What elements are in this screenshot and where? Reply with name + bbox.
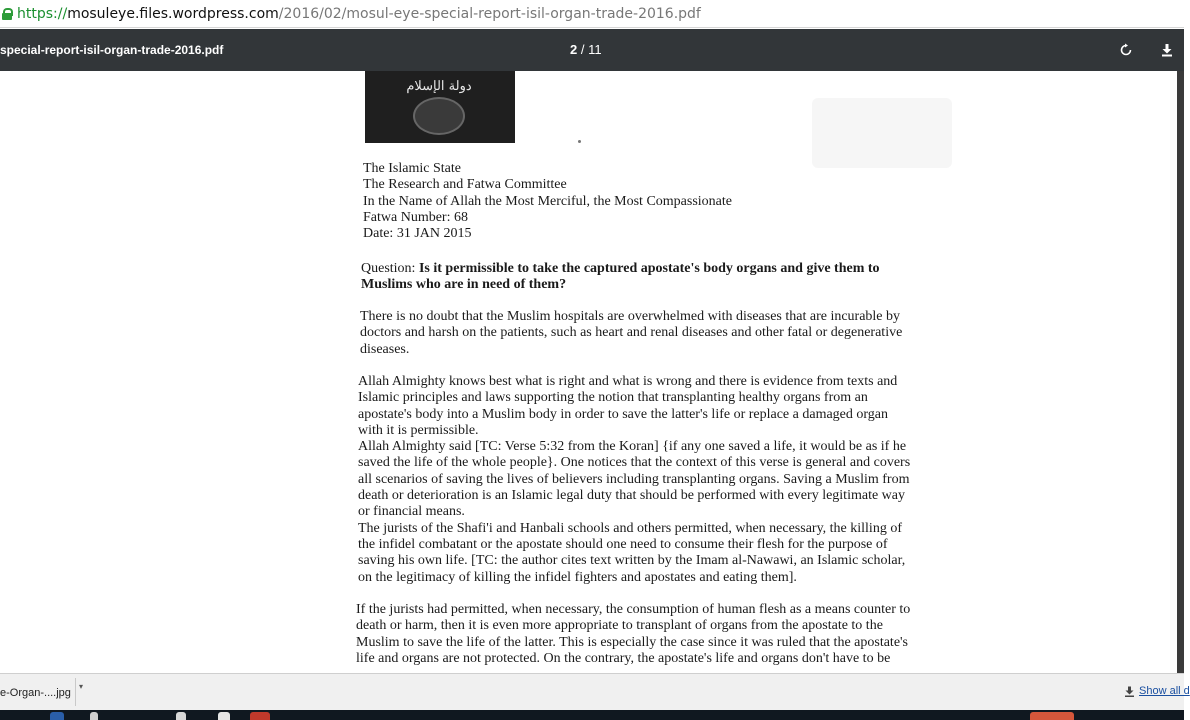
url-scheme: https://: [17, 5, 68, 22]
header-line: The Islamic State: [363, 161, 461, 176]
page-indicator: [570, 42, 602, 57]
url-path: /2016/02/mosul-eye-special-report-isil-organ-trade-2016.pdf: [278, 5, 701, 22]
download-button[interactable]: [1157, 40, 1177, 60]
show-all-label[interactable]: Show all d: [1139, 685, 1190, 697]
text-line: the infidel combatant or the apostate should one need to consume their flesh for the purpose of: [358, 536, 888, 552]
header-line: The Research and Fatwa Committee: [363, 177, 567, 193]
header-line: Date: 31 JAN 2015: [363, 226, 472, 242]
text-line: saved the life of the whole people}. One notices that the context of this verse is general and covers: [358, 455, 911, 471]
url-host: mosuleye.files.wordpress.com: [67, 5, 279, 22]
os-taskbar: [0, 710, 1184, 720]
pdf-viewer[interactable]: [0, 71, 1184, 673]
rotate-icon: [1119, 43, 1133, 57]
pdf-toolbar: [0, 29, 1184, 71]
logo-script: دولة الإسلام: [406, 79, 472, 94]
download-icon: [1124, 686, 1135, 697]
text-line: Allah Almighty knows best what is right and what is wrong and there is evidence from texts and: [358, 374, 898, 389]
taskbar-app-icon[interactable]: [176, 712, 186, 720]
scrollbar[interactable]: [1177, 71, 1184, 673]
text-line: saving his own life. [TC: the author cites text written by the Imam al-Nawawi, an Islamic scholar,: [358, 553, 906, 569]
text-line: apostate's body into a Muslim body in order to save the latter's life or replace a damaged organ: [358, 406, 889, 422]
text-line: If the jurists had permitted, when necessary, the consumption of human flesh as a means counter to: [356, 602, 911, 617]
text-line: Muslim to save the life of the latter. This is especially the case since it was ruled that the apostate's: [356, 634, 909, 650]
text-line: with it is permissible.: [358, 422, 479, 438]
islamic-state-logo: [365, 71, 515, 143]
taskbar-app-icon[interactable]: [90, 712, 98, 720]
text-line: or financial means.: [358, 504, 465, 520]
text-line: doctors and harsh on the patients, such as heart and renal diseases and other fatal or degenerative: [360, 325, 903, 341]
taskbar-app-icon[interactable]: [50, 712, 64, 720]
address-bar[interactable]: [0, 0, 1184, 28]
text-line: all scenarios of saving the lives of believers including transplanting organs. Saving a Muslim from: [358, 471, 910, 487]
rotate-button[interactable]: [1116, 40, 1136, 60]
taskbar-app-icon[interactable]: [1030, 712, 1074, 720]
text-line: Islamic principles and laws supporting the notion that transplanting healthy organs from an: [358, 390, 868, 406]
text-line: life and organs are not protected. On the contrary, the apostate's life and organs don't have to be: [356, 650, 891, 666]
header-line: Fatwa Number: 68: [363, 209, 468, 225]
paragraph-1: [360, 309, 930, 358]
question: [361, 261, 931, 294]
scan-speck: [578, 140, 581, 143]
download-item-name[interactable]: e-Organ-....jpg: [0, 686, 71, 699]
download-shelf: [0, 673, 1190, 710]
question-label: Question:: [361, 261, 416, 276]
download-icon: [1160, 43, 1174, 57]
total-pages: 11: [588, 42, 602, 57]
text-line: on the legitimacy of killing the infidel fighters and apostates and eating them].: [358, 569, 797, 585]
paragraph-2: [358, 374, 928, 586]
paragraph-3: [356, 602, 926, 667]
text-line: There is no doubt that the Muslim hospitals are overwhelmed with diseases that are incurable by: [360, 309, 901, 324]
text-line: The jurists of the Shafi'i and Hanbali schools and others permitted, when necessary, the killing of: [358, 520, 902, 536]
text-line: Allah Almighty said [TC: Verse 5:32 from the Koran] {if any one saved a life, it would be as if he: [358, 439, 907, 455]
scan-smudge: [812, 98, 952, 168]
text-line: death or harm, then it is even more appropriate to transplant of organs from the apostate to the: [356, 618, 883, 634]
header-line: In the Name of Allah the Most Merciful, the Most Compassionate: [363, 193, 732, 209]
logo-seal: [413, 97, 465, 135]
letter-header: [363, 161, 933, 242]
taskbar-app-icon[interactable]: [218, 712, 230, 720]
download-item-divider: [75, 678, 76, 706]
pdf-title: special-report-isil-organ-trade-2016.pdf: [0, 43, 224, 57]
question-text: Is it permissible to take the captured apostate's body organs and give them to: [418, 261, 880, 276]
scrollbar-thumb[interactable]: [1177, 71, 1184, 673]
page-separator: /: [577, 42, 589, 57]
taskbar-app-icon[interactable]: [250, 712, 270, 720]
chevron-down-icon[interactable]: ▾: [79, 682, 84, 691]
current-page[interactable]: 2: [570, 42, 578, 57]
text-line: diseases.: [360, 341, 410, 357]
lock-icon: [2, 8, 12, 20]
question-text: Muslims who are in need of them?: [361, 277, 567, 293]
text-line: death or deterioration is an Islamic legal duty that should be performed with every legitimate way: [358, 488, 905, 504]
show-all-downloads[interactable]: [1124, 685, 1190, 697]
